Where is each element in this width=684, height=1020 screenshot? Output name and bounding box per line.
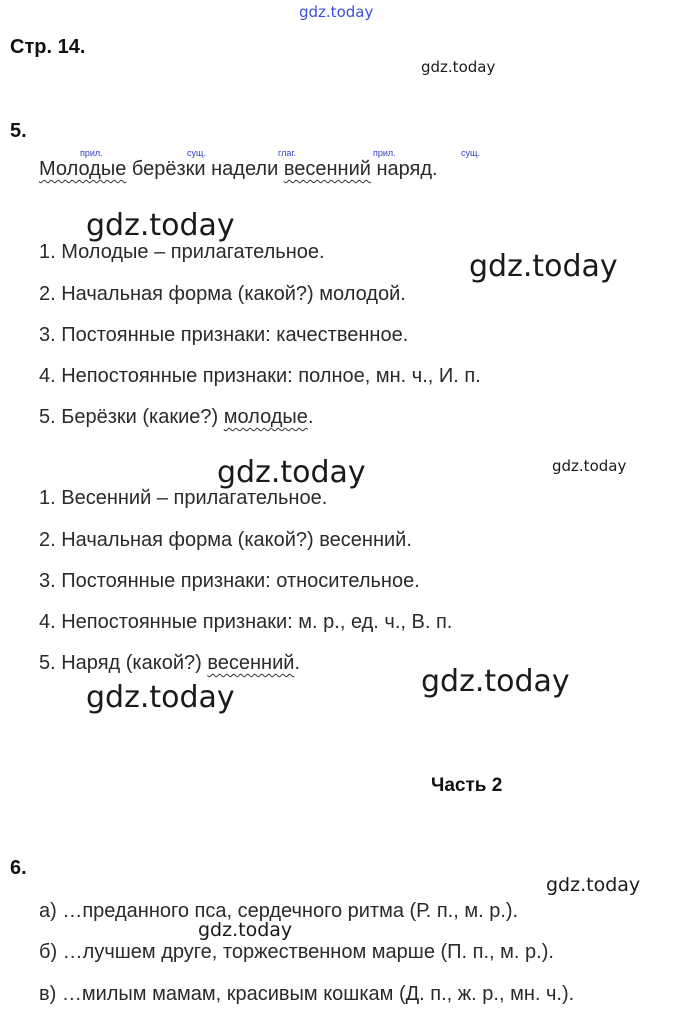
- sentence-text: наряд.: [370, 158, 438, 180]
- watermark: gdz.today: [552, 457, 627, 475]
- watermark: gdz.today: [86, 208, 235, 243]
- part-of-speech-label: сущ.: [187, 148, 206, 158]
- analysis-word: молодые: [223, 406, 308, 428]
- analysis-line: 3. Постоянные признаки: качественное.: [39, 324, 409, 346]
- watermark: gdz.today: [217, 455, 366, 490]
- answer-line: в) …милым мамам, красивым кошкам (Д. п., ж. р., мн. ч.).: [39, 983, 575, 1005]
- analysis-line: 4. Непостоянные признаки: м. р., ед. ч., В. п.: [39, 611, 453, 633]
- example-sentence: [39, 158, 438, 181]
- analysis-line: 3. Постоянные признаки: относительное.: [39, 570, 420, 592]
- analysis-text: 5. Берёзки (какие?): [39, 406, 224, 428]
- part-heading: Часть 2: [431, 775, 503, 796]
- analysis-line: 1. Весенний – прилагательное.: [39, 487, 328, 509]
- sentence-text: берёзки надели: [126, 158, 284, 180]
- watermark: gdz.today: [469, 249, 618, 284]
- exercise-5-number: 5.: [10, 120, 27, 142]
- part-of-speech-label: прил.: [80, 148, 103, 158]
- analysis-text: .: [294, 652, 300, 674]
- part-of-speech-label: сущ.: [461, 148, 480, 158]
- analysis-text: .: [307, 406, 314, 428]
- exercise-6-number: 6.: [10, 857, 27, 879]
- analysis-line: 2. Начальная форма (какой?) молодой.: [39, 283, 406, 305]
- watermark: gdz.today: [421, 664, 570, 699]
- watermark: gdz.today: [198, 919, 293, 941]
- sentence-word: весенний: [283, 158, 371, 180]
- watermark: gdz.today: [421, 58, 496, 76]
- answer-line: а) …преданного пса, сердечного ритма (Р. п., м. р.).: [39, 900, 519, 922]
- sentence-word: Молодые: [39, 158, 127, 180]
- analysis-text: 5. Наряд (какой?): [39, 652, 208, 674]
- watermark: gdz.today: [546, 874, 641, 896]
- watermark-top: gdz.today: [299, 3, 374, 21]
- part-of-speech-label: глаг.: [278, 148, 297, 158]
- analysis-line: 1. Молодые – прилагательное.: [39, 241, 325, 263]
- watermark: gdz.today: [86, 680, 235, 715]
- analysis-line: 4. Непостоянные признаки: полное, мн. ч., И. п.: [39, 365, 481, 387]
- analysis-line: [39, 652, 300, 675]
- part-of-speech-label: прил.: [373, 148, 396, 158]
- page-heading: Стр. 14.: [10, 36, 86, 58]
- answer-line: б) …лучшем друге, торжественном марше (П. п., м. р.).: [39, 941, 554, 963]
- analysis-line: 2. Начальная форма (какой?) весенний.: [39, 529, 412, 551]
- analysis-word: весенний: [207, 652, 295, 674]
- analysis-line: [39, 406, 314, 429]
